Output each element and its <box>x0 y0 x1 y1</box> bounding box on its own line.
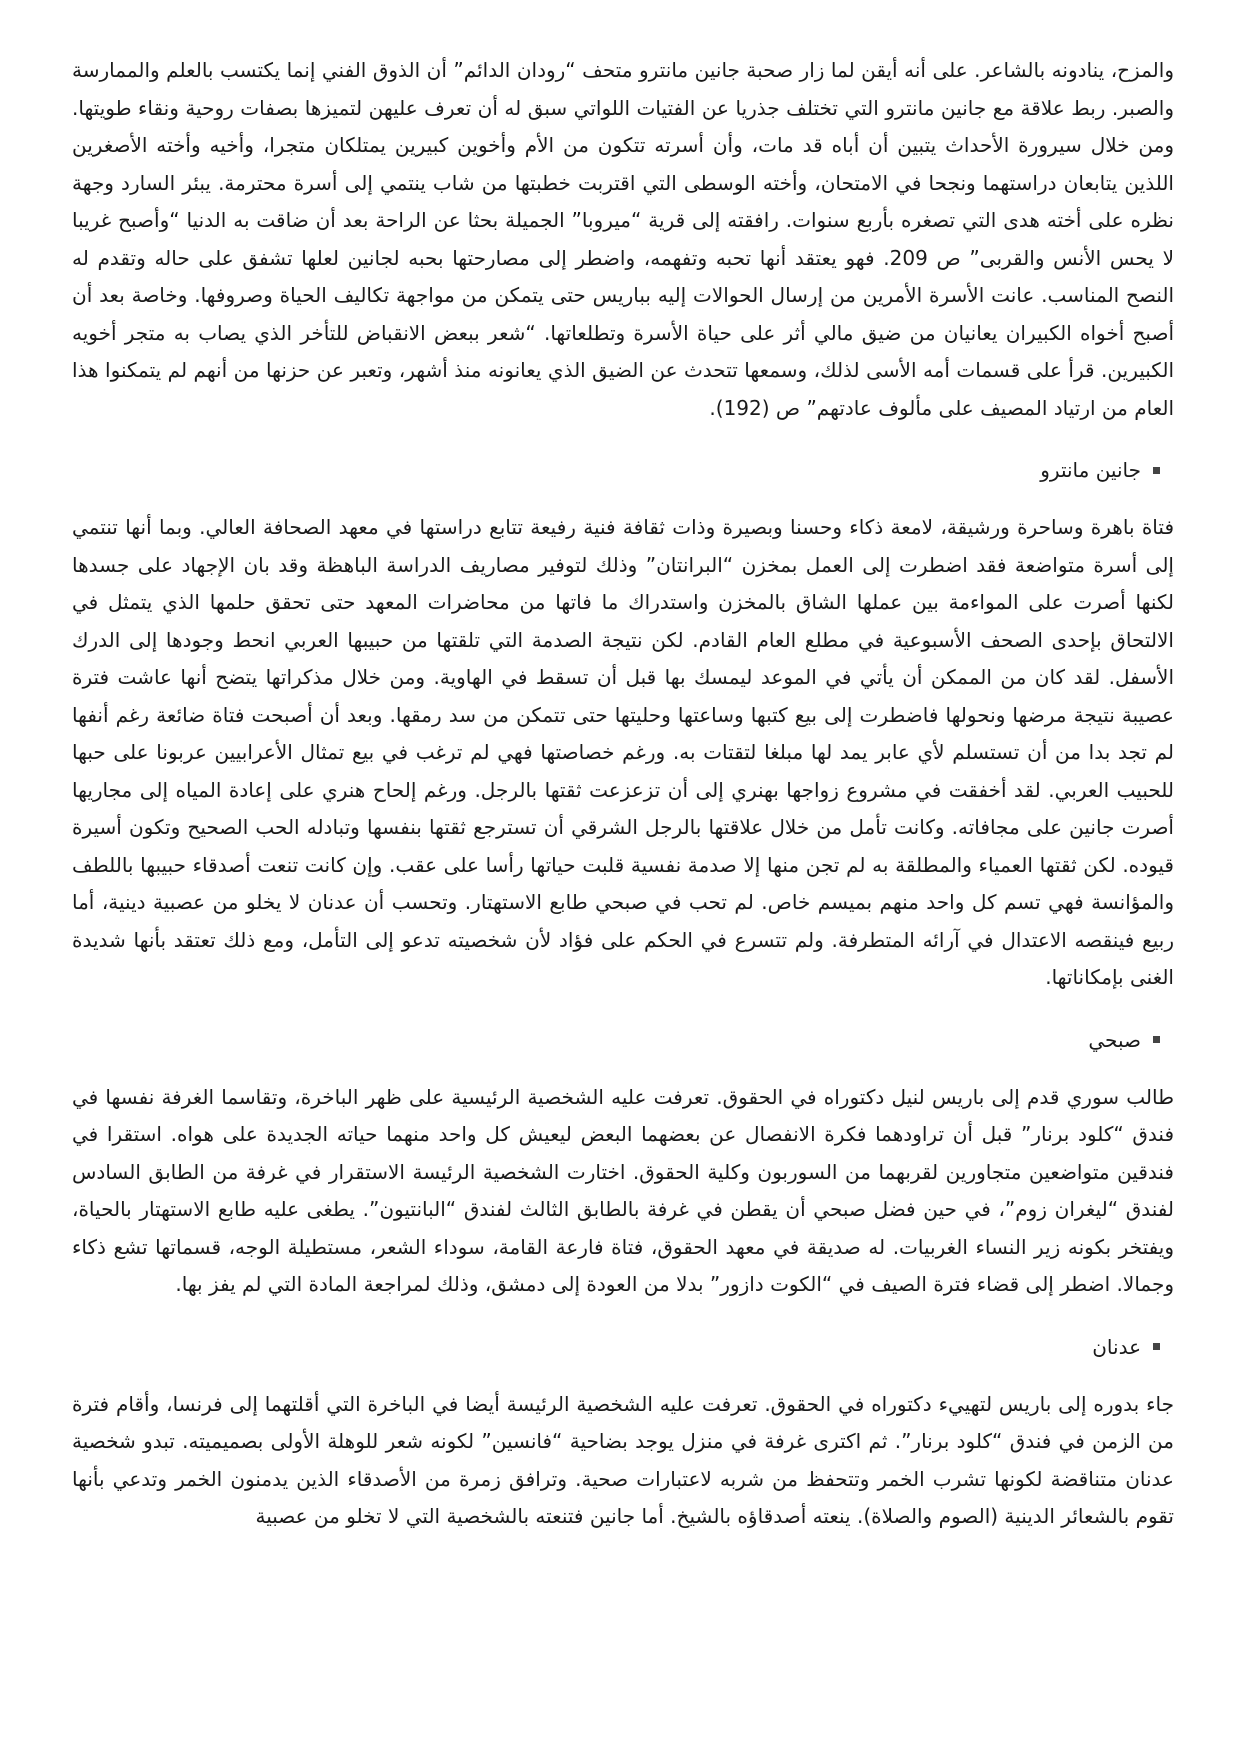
paragraph-janine: فتاة باهرة وساحرة ورشيقة، لامعة ذكاء وحسنا وبصيرة وذات ثقافة فنية رفيعة تتابع دراستها في معهد الصحافة العالي. وبما أنها تنتمي إلى أسرة متواضعة فقد اضطرت إلى العمل بمخزن “البرانتان” وذلك لتوفير مصاريف الدراسة الباهظة وقد بان الإجهاد على جسدها لكنها أصرت على المواءمة بين عملها الشاق بالمخزن واستدراك ما فاتها من محاضرات المعهد حتى تحقق حلمها الذي يتمثل في الالتحاق بإحدى الصحف الأسبوعية في مطلع العام القادم. لكن نتيجة الصدمة التي تلقتها من حبيبها العربي انحط وجودها إلى الدرك الأسفل. لقد كان من الممكن أن يأتي في الموعد ليمسك بها قبل أن تسقط في الهاوية. ومن خلال مذكراتها يتضح أنها عاشت فترة عصيبة نتيجة مرضها ونحولها فاضطرت إلى بيع كتبها وساعتها وحليتها حتى تتمكن من سد رمقها. وبعد أن أصبحت فتاة ضائعة رغم أنفها لم تجد بدا من أن تستسلم لأي عابر يمد لها مبلغا لتقتات به. ورغم خصاصتها فهي لم ترغب في بيع تمثال الأعرابيين عربونا على حبها للحبيب العربي. لقد أخفقت في مشروع زواجها بهنري إلى أن تزعزعت ثقتها بالرجل. ورغم إلحاح هنري على إعادة المياه إلى مجاريها أصرت جانين على مجافاته. وكانت تأمل من خلال علاقتها بالرجل الشرقي أن تسترجع ثقتها بنفسها وتبادله الحب الصحيح وتكون أسيرة قيوده. لكن ثقتها العمياء والمطلقة به لم تجن منها إلا صدمة نفسية قلبت حياتها رأسا على عقب. وإن كانت تنعت أصدقاء حبيبها باللطف والمؤانسة فهي تسم كل واحد منهم بميسم خاص. لم تحب في صبحي طابع الاستهتار. وتحسب أن عدنان لا يخلو من عصبية دينية، أما ربيع فينقصه الاعتدال في آرائه المتطرفة. ولم تتسرع في الحكم على فؤاد لأن شخصيته تدعو إلى التأمل، ومع ذلك تعتقد بأنها شديدة الغنى بإمكاناتها. <box>72 515 1174 989</box>
section-heading-subhi <box>72 1025 1174 1055</box>
document-page <box>72 52 1174 1536</box>
paragraph-adnan: جاء بدوره إلى باريس لتهييء دكتوراه في الحقوق. تعرفت عليه الشخصية الرئيسة أيضا في الباخرة التي أقلتهما إلى فرنسا، وأقام فترة من الزمن في فندق “كلود برنار”. ثم اكترى غرفة في منزل يوجد بضاحية “فانسين” لكونه شعر للوهلة الأولى بصميميته. تبدو شخصية عدنان متناقضة لكونها تشرب الخمر وتتحفظ من شربه لاعتبارات صحية. وترافق زمرة من الأصدقاء الذين يدمنون الخمر وتدعي بأنها تقوم بالشعائر الدينية (الصوم والصلاة). ينعته أصدقاؤه بالشيخ. أما جانين فتنعته بالشخصية التي لا تخلو من عصبية <box>72 1391 1174 1528</box>
section-heading-label: جانين مانترو <box>1040 458 1141 482</box>
section-heading-label: عدنان <box>1092 1334 1141 1359</box>
square-bullet-icon <box>1153 1036 1160 1043</box>
paragraph-narrator-family: والمزح، ينادونه بالشاعر. على أنه أيقن لما زار صحبة جانين مانترو متحف “رودان الدائم” أن الذوق الفني إنما يكتسب بالعلم والممارسة والصبر. ربط علاقة مع جانين مانترو التي تختلف جذريا عن الفتيات اللواتي سبق له أن تعرف عليهن لتميزها بصفات روحية ونقاء طويتها. ومن خلال سيرورة الأحداث يتبين أن أباه قد مات، وأن أسرته تتكون من الأم وأخوين كبيرين يمتلكان متجرا، وأخيه وأخته الأصغرين اللذين يتابعان دراستهما ونجحا في الامتحان، وأخته الوسطى التي اقتربت خطبتها من شاب ينتمي إلى أسرة محترمة. يبئر السارد وجهة نظره على أخته هدى التي تصغره بأربع سنوات. رافقته إلى قرية “ميروبا” الجميلة بحثا عن الراحة بعد أن ضاقت به الدنيا “وأصبح غريبا لا يحس الأنس والقربى” ص 209. فهو يعتقد أنها تحبه وتفهمه، واضطر إلى مصارحتها بحبه لجانين لعلها تشفق على حاله وتقدم له النصح المناسب. عانت الأسرة الأمرين من إرسال الحوالات إليه بباريس حتى يتمكن من مواجهة تكاليف الحياة وصروفها. وخاصة بعد أن أصبح أخواه الكبيران يعانيان من ضيق مالي أثر على حياة الأسرة وتطلعاتها. “شعر ببعض الانقباض للتأخر الذي يصاب به متجر أخويه الكبيرين. قرأ على قسمات أمه الأسى لذلك، وسمعها تتحدث عن الضيق الذي يعانونه منذ أشهر، وتعبر عن حزنها من أنهم لم يتمكنوا هذا العام من ارتياد المصيف على مألوف عادتهم” ص (192). <box>72 58 1174 420</box>
square-bullet-icon <box>1153 467 1160 474</box>
section-heading-label: صبحي <box>1088 1027 1141 1052</box>
paragraph-subhi: طالب سوري قدم إلى باريس لنيل دكتوراه في الحقوق. تعرفت عليه الشخصية الرئيسية على ظهر الباخرة، وتقاسما الغرفة نفسها في فندق “كلود برنار” قبل أن تراودهما فكرة الانفصال عن بعضهما البعض ليعيش كل واحد منهما حياته الجديدة على هواه. استقرا في فندقين متواضعين متجاورين لقربهما من السوربون وكلية الحقوق. اختارت الشخصية الرئيسة الاستقرار في غرفة من الطابق السادس لفندق “ليغران زوم”، في حين فضل صبحي أن يقطن في غرفة بالطابق الثالث لفندق “البانتيون”. يطغى عليه طابع الاستهتار بالحياة، ويفتخر بكونه زير النساء الغربيات. له صديقة في معهد الحقوق، فتاة فارعة القامة، سوداء الشعر، مستطيلة الوجه، قسماتها تشع ذكاء وجمالا. اضطر إلى قضاء فترة الصيف في “الكوت دازور” بدلا من العودة إلى دمشق، وذلك لمراجعة المادة التي لم يفز بها. <box>72 1084 1174 1296</box>
square-bullet-icon <box>1153 1343 1160 1350</box>
section-heading-janine <box>72 455 1174 485</box>
section-heading-adnan <box>72 1332 1174 1362</box>
